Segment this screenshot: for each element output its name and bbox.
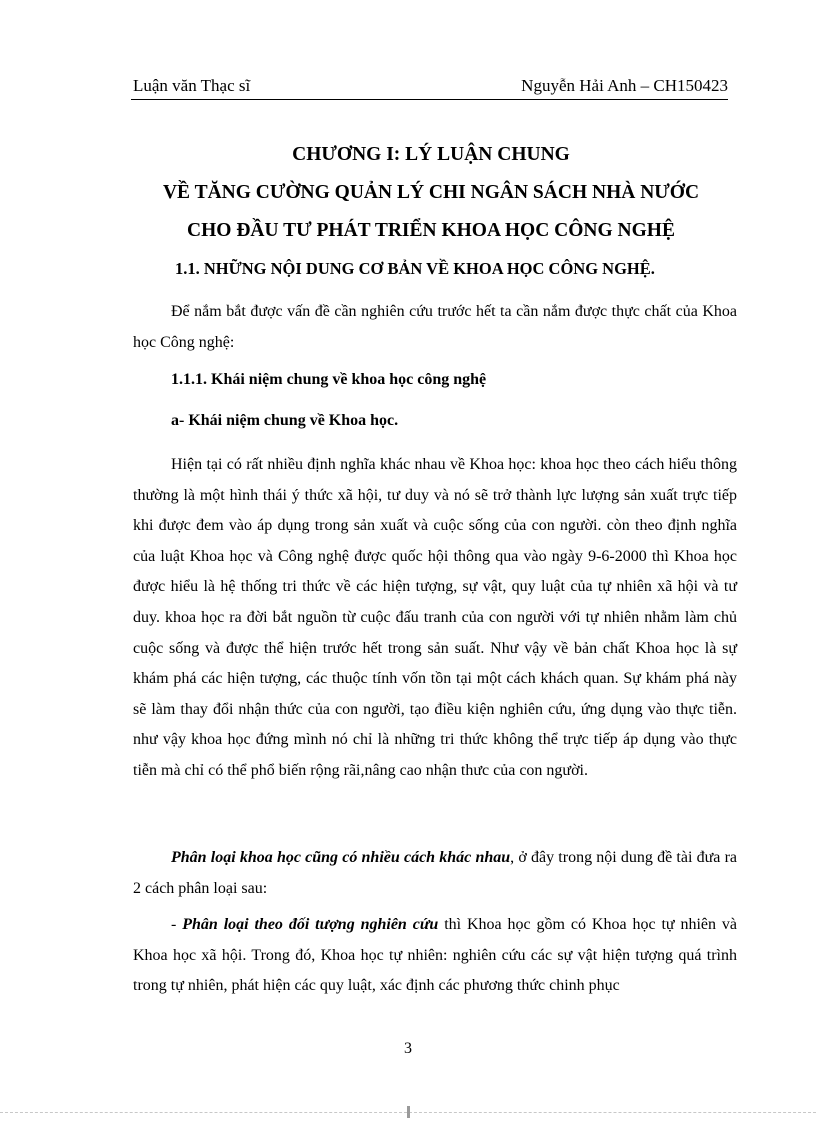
by-object-text: thì Khoa học gồm có Khoa học tự nhiên và Khoa học xã hội. Trong đó, Khoa học tự nhiên: nghiên cứu các sự vật hiện tượng quá trình trong tự nhiên, phát hiện các quy luật, xác định các phương thức chinh phục: [133, 916, 738, 995]
subsection-heading-a: a- Khái niệm chung về Khoa học.: [171, 412, 399, 429]
classification-by-object-paragraph: [133, 910, 737, 1002]
intro-paragraph: [133, 297, 737, 358]
intro-text: Để nắm bắt được vấn đề cần nghiên cứu trước hết ta cần nắm được thực chất của Khoa học Công nghệ:: [133, 303, 737, 351]
section-heading-1-1-1: 1.1.1. Khái niệm chung về khoa học công nghệ: [171, 371, 487, 388]
classification-emphasis: Phân loại khoa học cũng có nhiều cách khác nhau: [171, 849, 511, 866]
science-definition-text: Hiện tại có rất nhiều định nghĩa khác nhau về Khoa học: khoa học theo cách hiểu thông thường là một hình thái ý thức xã hội, tư duy và nó sẽ trở thành lực lượng sản xuất trực tiếp khi được đem vào áp dụng trong sản xuất và cuộc sống của con người. còn theo định nghĩa của luật Khoa học và Công nghệ được quốc hội thông qua vào ngày 9-6-2000 thì Khoa học được hiểu là hệ thống tri thức về các hiện tượng, sự vật, quy luật của tự nhiên xã hội và tư duy. khoa học ra đời bắt nguồn từ cuộc đấu tranh của con người với tự nhiên nhằm làm chủ cuộc sống và được thể hiện trước hết trong sản suất. Như vậy về bản chất Khoa học là sự khám phá các hiện tượng, các thuộc tính vốn tồn tại một cách khách quan. Sự khám phá này sẽ làm thay đổi nhận thức của con người, tạo điều kiện nghiên cứu, ứng dụng vào thực tiễn. như vậy khoa học đứng mình nó chỉ là những tri thức không thể trực tiếp áp dụng vào thực tiễn mà chỉ có thể phổ biến rộng rãi,nâng cao nhận thưc của con người.: [133, 456, 737, 779]
classification-paragraph: [133, 843, 737, 904]
header-rule: [131, 99, 728, 100]
chapter-title-line-1: CHƯƠNG I: LÝ LUẬN CHUNG: [292, 144, 570, 165]
chapter-title-line-2: VỀ TĂNG CƯỜNG QUẢN LÝ CHI NGÂN SÁCH NHÀ NƯỚC: [162, 182, 700, 203]
chapter-title-line-3: CHO ĐẦU TƯ PHÁT TRIỂN KHOA HỌC CÔNG NGHỆ: [187, 220, 675, 241]
section-heading-1-1: 1.1. NHỮNG NỘI DUNG CƠ BẢN VỀ KHOA HỌC CÔNG NGHỆ.: [175, 259, 655, 278]
classification-text: , ở đây trong nội dung đề tài đưa ra 2 cách phân loại sau:: [133, 849, 737, 897]
list-dash: -: [171, 916, 183, 933]
header-thesis-type: Luận văn Thạc sĩ: [133, 76, 251, 95]
by-object-emphasis: Phân loại theo đối tượng nghiên cứu: [182, 916, 439, 933]
science-definition-paragraph: [133, 450, 737, 787]
page-number: 3: [404, 1040, 412, 1057]
header-author: Nguyễn Hải Anh – CH150423: [521, 76, 728, 95]
footer-marker: [407, 1106, 410, 1118]
